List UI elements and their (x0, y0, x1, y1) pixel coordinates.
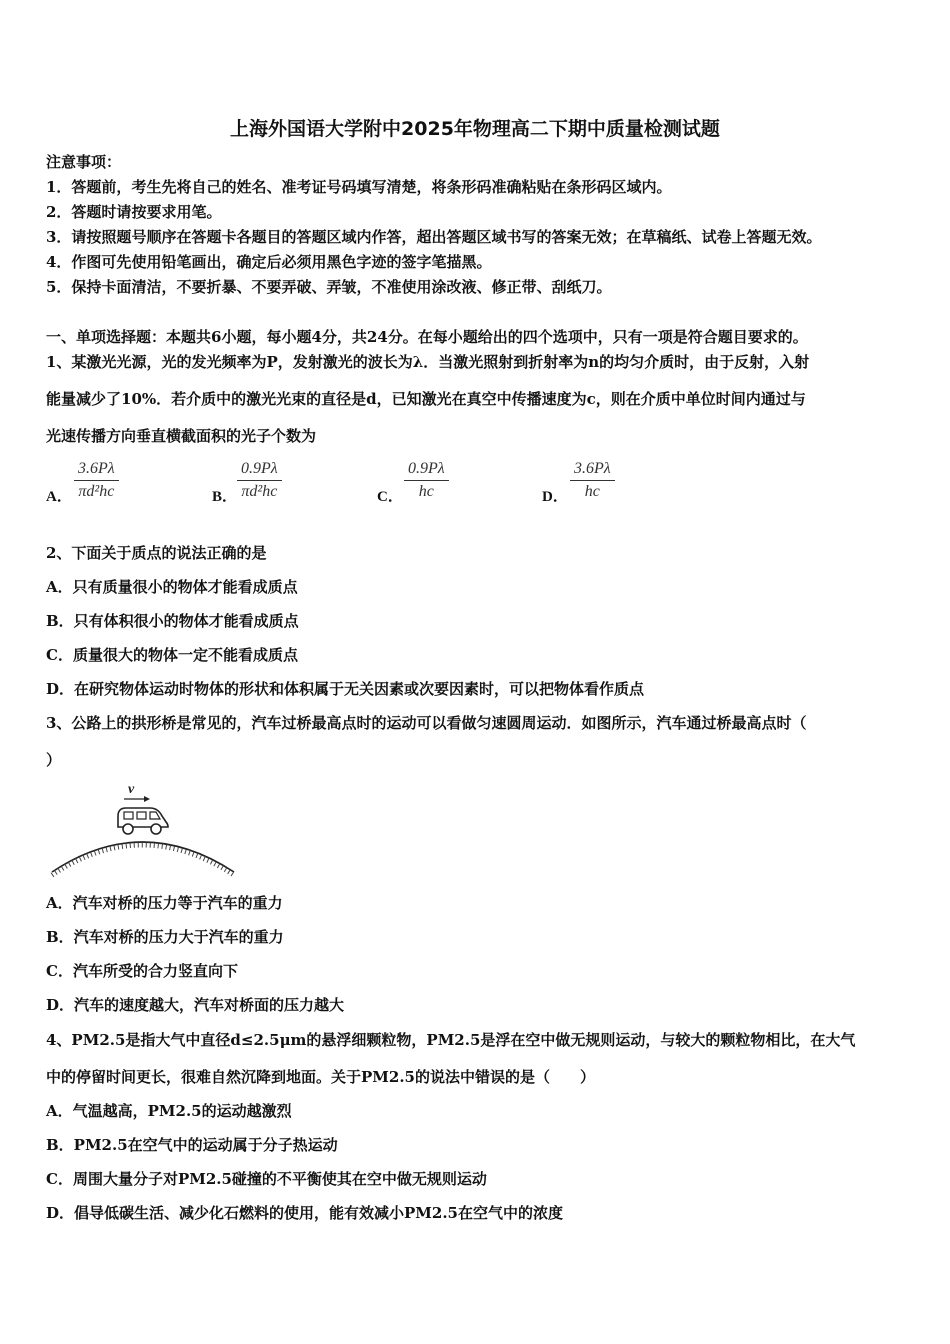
fraction-denominator: πd²hc (78, 483, 115, 500)
notice-heading: 注意事项： (46, 153, 122, 171)
q1-option-c-fraction (404, 460, 449, 501)
q1-option-d-label: D． (542, 489, 568, 505)
q1-option-c-label: C． (377, 489, 403, 505)
q1-option-b-label: B． (212, 489, 238, 505)
page-title: 上海外国语大学附中2025年物理高二下期中质量检测试题 (230, 118, 720, 140)
q1-option-d-fraction (570, 460, 615, 501)
notice-item: 3．请按照题号顺序在答题卡各题目的答题区域内作答，超出答题区域书写的答案无效；在草稿纸、试卷上答题无效。 (46, 228, 822, 246)
arch-bridge-figure (46, 780, 241, 880)
car-icon (118, 808, 168, 834)
q4-stem-line: 中的停留时间更长，很难自然沉降到地面。关于PM2.5的说法中错误的是（ ） (46, 1068, 595, 1086)
q4-option: A．气温越高，PM2.5的运动越激烈 (46, 1102, 292, 1120)
fraction-numerator: 0.9Pλ (404, 460, 449, 481)
notice-item: 2．答题时请按要求用笔。 (46, 203, 222, 221)
q1-option-a-fraction (74, 460, 119, 501)
q4-option: D．倡导低碳生活、减少化石燃料的使用，能有效减小PM2.5在空气中的浓度 (46, 1204, 563, 1222)
fraction-denominator: πd²hc (241, 483, 278, 500)
q3-option: D．汽车的速度越大，汽车对桥面的压力越大 (46, 996, 345, 1014)
fraction-numerator: 3.6Pλ (570, 460, 615, 481)
q3-option: C．汽车所受的合力竖直向下 (46, 962, 238, 980)
q4-option: B．PM2.5在空气中的运动属于分子热运动 (46, 1136, 338, 1154)
q3-option: A．汽车对桥的压力等于汽车的重力 (46, 894, 283, 912)
fraction-denominator: hc (418, 483, 434, 500)
q4-option: C．周围大量分子对PM2.5碰撞的不平衡使其在空中做无规则运动 (46, 1170, 487, 1188)
q2-option: C．质量很大的物体一定不能看成质点 (46, 646, 298, 664)
q1-option-b-fraction (237, 460, 282, 501)
q2-option: D．在研究物体运动时物体的形状和体积属于无关因素或次要因素时，可以把物体看作质点 (46, 680, 645, 698)
section-heading: 一、单项选择题：本题共6小题，每小题4分，共24分。在每小题给出的四个选项中，只有一项是符合题目要求的。 (46, 328, 808, 346)
velocity-label: v (128, 782, 135, 797)
q3-stem-line: ） (46, 751, 62, 769)
q1-stem-line: 光速传播方向垂直横截面积的光子个数为 (46, 427, 317, 445)
fraction-numerator: 3.6Pλ (74, 460, 119, 481)
q3-stem-line: 3、公路上的拱形桥是常见的，汽车过桥最高点时的运动可以看做匀速圆周运动．如图所示，汽车通过桥最高点时（ (46, 714, 807, 732)
q2-stem: 2、下面关于质点的说法正确的是 (46, 544, 267, 562)
q2-option: A．只有质量很小的物体才能看成质点 (46, 578, 298, 596)
q2-option: B．只有体积很小的物体才能看成质点 (46, 612, 299, 630)
q1-stem-line: 能量减少了10%．若介质中的激光光束的直径是d，已知激光在真空中传播速度为c，则在介质中单位时间内通过与 (46, 390, 806, 408)
fraction-numerator: 0.9Pλ (237, 460, 282, 481)
q3-option: B．汽车对桥的压力大于汽车的重力 (46, 928, 284, 946)
notice-item: 1．答题前，考生先将自己的姓名、准考证号码填写清楚，将条形码准确粘贴在条形码区域内。 (46, 178, 672, 196)
q1-option-a-label: A． (46, 489, 72, 505)
q4-stem-line: 4、PM2.5是指大气中直径d≤2.5μm的悬浮细颗粒物，PM2.5是浮在空中做无规则运动，与较大的颗粒物相比，在大气 (46, 1031, 856, 1049)
fraction-denominator: hc (584, 483, 600, 500)
notice-item: 5．保持卡面清洁，不要折暴、不要弄破、弄皱，不准使用涂改液、修正带、刮纸刀。 (46, 278, 612, 296)
notice-item: 4．作图可先使用铅笔画出，确定后必须用黑色字迹的签字笔描黑。 (46, 253, 492, 271)
bridge-arch (52, 842, 234, 875)
q1-stem-line: 1、某激光光源，光的发光频率为P，发射激光的波长为λ．当激光照射到折射率为n的均匀介质时，由于反射，入射 (46, 353, 810, 371)
